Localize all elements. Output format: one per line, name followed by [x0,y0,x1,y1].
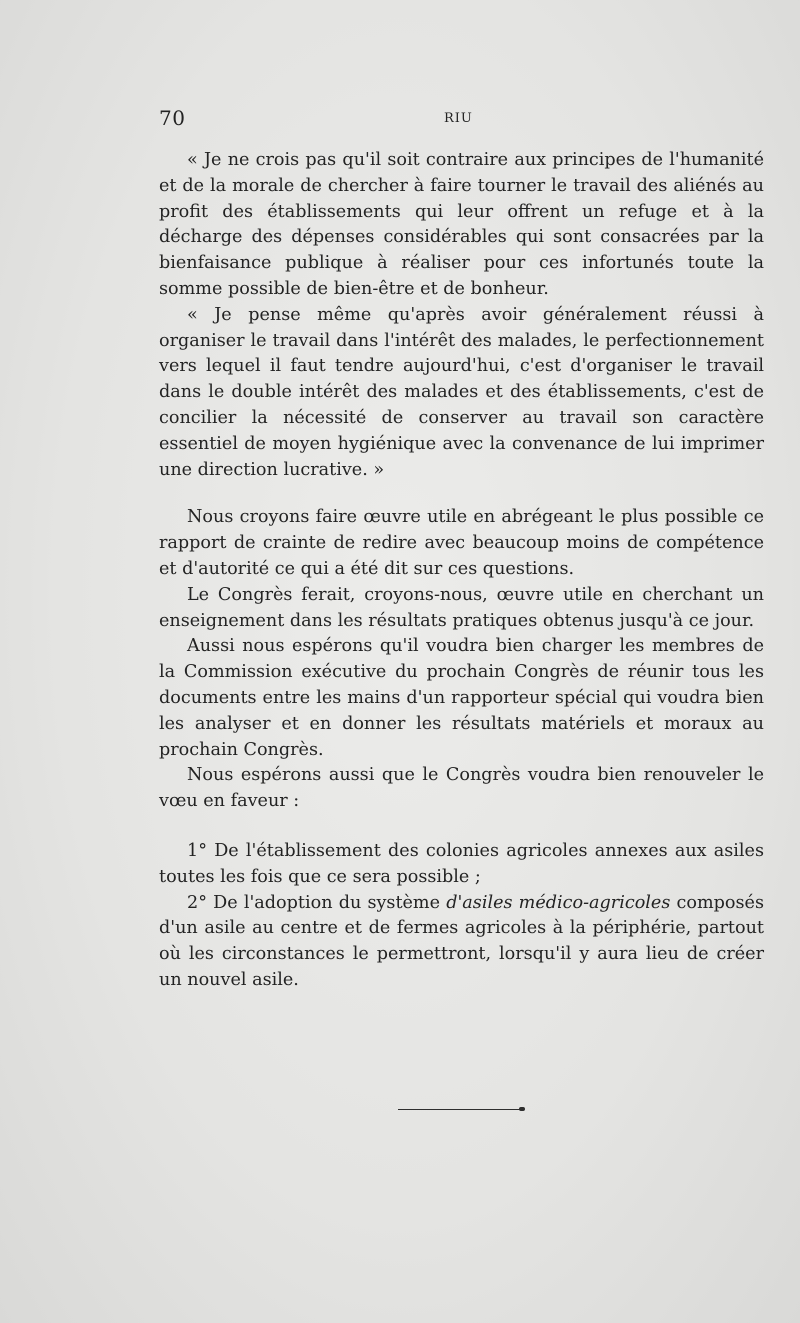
paragraph-3: Nous croyons faire œuvre utile en abrégeant le plus possible ce rapport de crainte de redire avec beaucoup moins de compétence et d'autorité ce qui a été dit sur ces questions. [159,507,764,579]
end-rule-divider [398,1109,523,1110]
page-number: 70 [159,106,186,130]
list-item-2 [159,891,764,994]
list-item-1: 1° De l'établissement des colonies agricoles annexes aux asiles toutes les fois que ce sera possible ; [159,840,764,887]
list-item-2-italic-term: d'asiles médico-agricoles [446,892,671,913]
page-header [159,106,764,134]
paragraph-5: Aussi nous espérons qu'il voudra bien charger les membres de la Commission exécutive du prochain Congrès de réunir tous les documents entre les mains d'un rapporteur spécial qui voudra bien les analyser et en donner les résultats matériels et moraux au prochain Congrès. [159,636,764,760]
quote-paragraph-1: « Je ne crois pas qu'il soit contraire aux principes de l'humanité et de la morale de chercher à faire tourner le travail des aliénés au profit des établissements qui leur offrent un refuge et à la décharge des dépenses considérables qui sont consacrées par la bienfaisance publique à réaliser pour ces infortunés toute la somme possible de bien-être et de bonheur. [159,150,764,299]
list-item-2-text-start: 2° De l'adoption du système [187,892,447,913]
paragraph-4: Le Congrès ferait, croyons-nous, œuvre utile en cherchant un enseignement dans les résultats pratiques obtenus jusqu'à ce jour. [159,584,764,631]
body-text [159,148,764,994]
paragraph-gap [159,815,764,839]
paragraph-gap [159,483,764,505]
paragraph-6: Nous espérons aussi que le Congrès voudra bien renouveler le vœu en faveur : [159,765,764,812]
list-item-2-text-end: composés d'un asile au centre et de fermes agricoles à la périphérie, partout où les circonstances le permettront, lorsqu'il y aura lieu de créer un nouvel asile. [159,892,764,990]
running-head: RIU [444,111,473,126]
quote-paragraph-2: « Je pense même qu'après avoir généralement réussi à organiser le travail dans l'intérêt des malades, le perfectionnement vers lequel il faut tendre aujourd'hui, c'est d'organiser le travail dans le double intérêt des malades et des établissements, c'est de concilier la nécessité de conserver au travail son caractère essentiel de moyen hygiénique avec la convenance de lui imprimer une direction lucrative. » [159,304,764,480]
